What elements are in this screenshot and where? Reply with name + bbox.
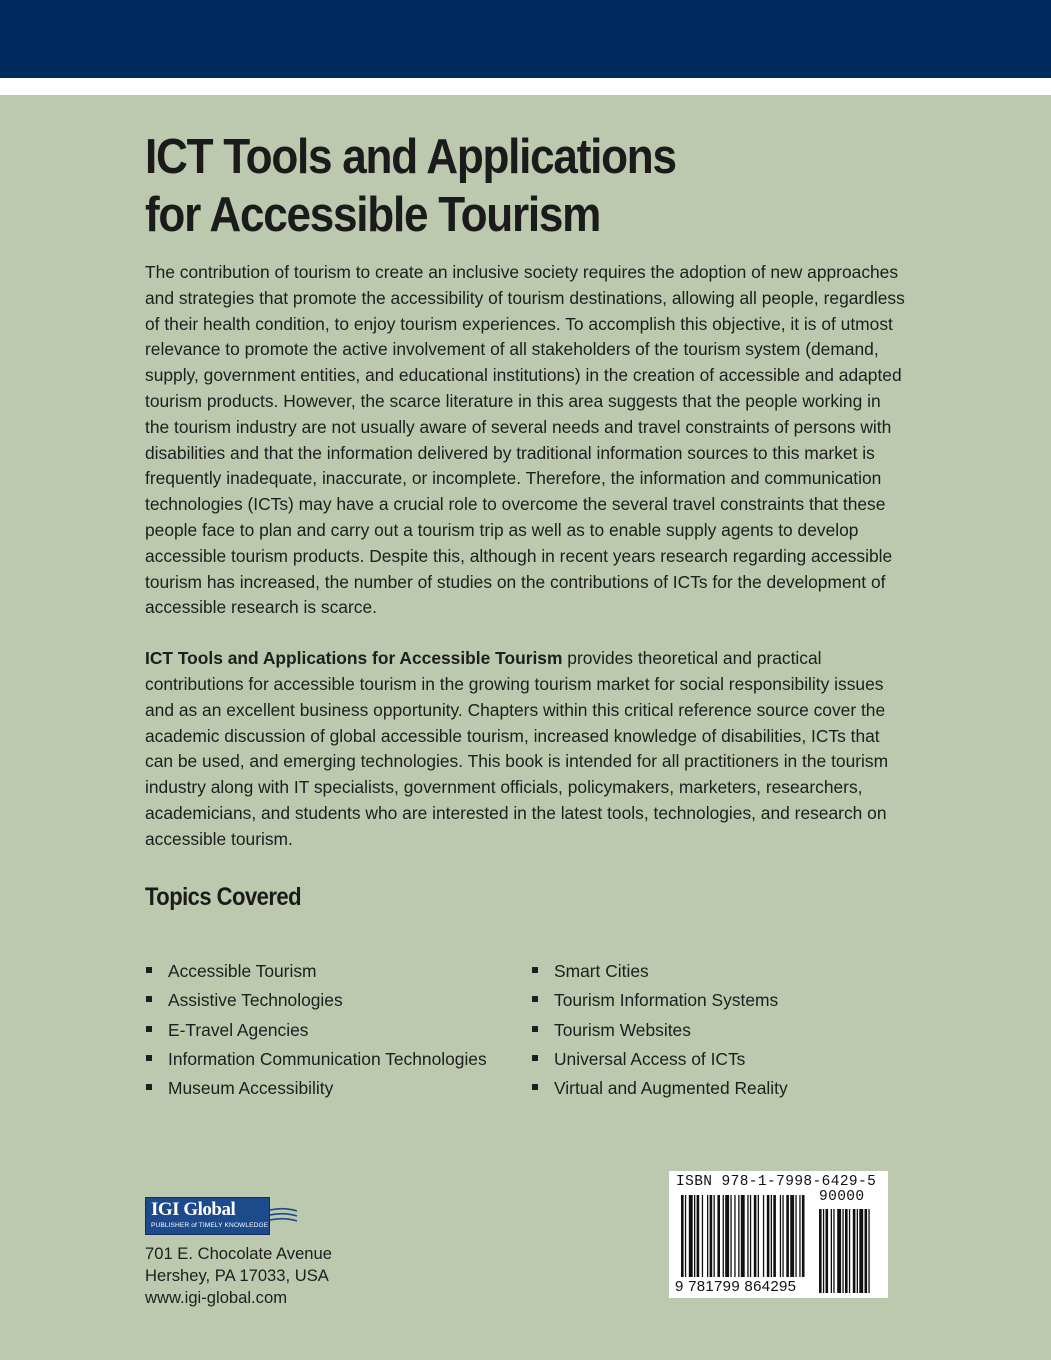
barcode-bar bbox=[754, 1195, 757, 1277]
isbn-number: ISBN 978-1-7998-6429-5 bbox=[676, 1174, 877, 1190]
barcode-bar bbox=[702, 1195, 703, 1277]
igi-global-logo bbox=[145, 1197, 305, 1235]
topics-heading: Topics Covered bbox=[145, 882, 302, 911]
description-paragraph-2 bbox=[145, 646, 905, 852]
barcode-bar bbox=[767, 1195, 770, 1277]
price-bar bbox=[865, 1209, 868, 1293]
barcode-bar bbox=[802, 1195, 805, 1277]
book-title-line-2: for Accessible Tourism bbox=[145, 188, 601, 242]
barcode-bar bbox=[763, 1195, 764, 1277]
price-bar bbox=[831, 1209, 832, 1293]
topic-item: Smart Cities bbox=[531, 957, 788, 986]
price-bar bbox=[837, 1209, 841, 1293]
topic-item: Assistive Technologies bbox=[145, 986, 531, 1015]
price-bar bbox=[833, 1209, 834, 1293]
barcode-bar bbox=[741, 1195, 745, 1277]
barcode-bar bbox=[689, 1195, 693, 1277]
topic-item: Information Communication Technologies bbox=[145, 1045, 531, 1074]
barcode-bar bbox=[758, 1195, 759, 1277]
topic-item: E-Travel Agencies bbox=[145, 1016, 531, 1045]
barcode-bar bbox=[681, 1195, 684, 1277]
barcode-bar bbox=[773, 1195, 776, 1277]
barcode-bar bbox=[750, 1195, 751, 1277]
topic-item: Universal Access of ICTs bbox=[531, 1045, 788, 1074]
book-title-line-1: ICT Tools and Applications bbox=[145, 130, 676, 184]
barcode-bar bbox=[717, 1195, 720, 1277]
price-bar bbox=[849, 1209, 850, 1293]
barcode-bar bbox=[707, 1195, 708, 1277]
barcode-bar bbox=[723, 1195, 724, 1277]
price-bar bbox=[823, 1209, 824, 1293]
description-paragraph-2-text: provides theoretical and practical contributions for accessible tourism in the growing tourism market for social responsibility issues and as an excellent business opportunity. Chapters within this critical reference source cover the academic discussion of global accessible tourism, increased knowledge of disabilities, ICTs that can be used, and emerging technologies. This book is intended for all practitioners in the tourism industry along with IT specialists, government officials, policymakers, marketers, researchers, academicians, and students who are interested in the latest tools, technologies, and research on accessible tourism. bbox=[145, 648, 889, 849]
logo-tagline: PUBLISHER of TIMELY KNOWLEDGE bbox=[151, 1222, 269, 1229]
barcode-bar bbox=[795, 1195, 796, 1277]
barcode-bar bbox=[730, 1195, 731, 1277]
barcode-bar bbox=[725, 1195, 729, 1277]
price-code: 90000 bbox=[819, 1189, 865, 1205]
address-street: 701 E. Chocolate Avenue bbox=[145, 1244, 332, 1263]
price-bar bbox=[845, 1209, 848, 1293]
topic-item: Tourism Information Systems bbox=[531, 986, 788, 1015]
address-city: Hershey, PA 17033, USA bbox=[145, 1266, 329, 1285]
logo-name: IGI Global bbox=[151, 1199, 236, 1220]
barcode-bar bbox=[747, 1195, 748, 1277]
price-bar bbox=[819, 1209, 822, 1293]
back-cover-body bbox=[145, 128, 905, 912]
barcode-bar bbox=[714, 1195, 715, 1277]
topic-item: Virtual and Augmented Reality bbox=[531, 1074, 788, 1103]
price-bar bbox=[868, 1209, 869, 1293]
price-bar bbox=[859, 1209, 863, 1293]
price-bar bbox=[857, 1209, 858, 1293]
ean-digits: 9 781799 864295 bbox=[675, 1278, 797, 1295]
price-bar bbox=[842, 1209, 843, 1293]
barcode-bar bbox=[738, 1195, 739, 1277]
barcode-bar bbox=[780, 1195, 781, 1277]
topic-item: Accessible Tourism bbox=[145, 957, 531, 986]
barcode-bar bbox=[734, 1195, 735, 1277]
topic-item: Museum Accessibility bbox=[145, 1074, 531, 1103]
price-bar bbox=[853, 1209, 856, 1293]
top-color-band bbox=[0, 0, 1051, 78]
barcode-bar bbox=[685, 1195, 686, 1277]
isbn-barcode bbox=[669, 1171, 888, 1298]
topics-list bbox=[145, 957, 905, 1103]
description-paragraph-1: The contribution of tourism to create an inclusive society requires the adoption of new approaches and strategies that promote the accessibility of tourism destinations, allowing all people, regardless of their health condition, to enjoy tourism experiences. To accomplish this objective, it is of utmost relevance to promote the active involvement of all stakeholders of the tourism system (demand, supply, government entities, and educational institutions) in the creation of accessible and adapted tourism products. However, the scarce literature in this area suggests that the people working in the tourism industry are not usually aware of several needs and travel constraints of persons with disabilities and that the information delivered by traditional information sources to this market is frequently inadequate, inaccurate, or incomplete. Therefore, the information and communication technologies (ICTs) may have a crucial role to overcome the several travel constraints that these people face to plan and carry out a tourism trip as well as to enable supply agents to develop accessible tourism products. Despite this, although in recent years research regarding accessible tourism has increased, the number of studies on the contributions of ICTs for the development of accessible research is scarce. bbox=[145, 262, 905, 618]
barcode-bar bbox=[694, 1195, 695, 1277]
barcode-bar bbox=[782, 1195, 783, 1277]
topics-column-left bbox=[145, 957, 531, 1103]
topics-column-right bbox=[531, 957, 788, 1103]
barcode-bar bbox=[790, 1195, 794, 1277]
barcode-bar bbox=[771, 1195, 772, 1277]
description-book-title: ICT Tools and Applications for Accessible Tourism bbox=[145, 648, 563, 669]
logo-box bbox=[145, 1197, 270, 1235]
white-divider-strip bbox=[0, 78, 1051, 95]
publisher-address bbox=[145, 1243, 332, 1309]
barcode-bar bbox=[697, 1195, 700, 1277]
publisher-website: www.igi-global.com bbox=[145, 1288, 288, 1307]
book-title bbox=[145, 128, 901, 244]
barcode-bar bbox=[710, 1195, 713, 1277]
barcode-bar bbox=[786, 1195, 789, 1277]
barcode-bar bbox=[799, 1195, 800, 1277]
price-bar bbox=[826, 1209, 829, 1293]
logo-swoosh-icon bbox=[270, 1207, 298, 1227]
topic-item: Tourism Websites bbox=[531, 1016, 788, 1045]
